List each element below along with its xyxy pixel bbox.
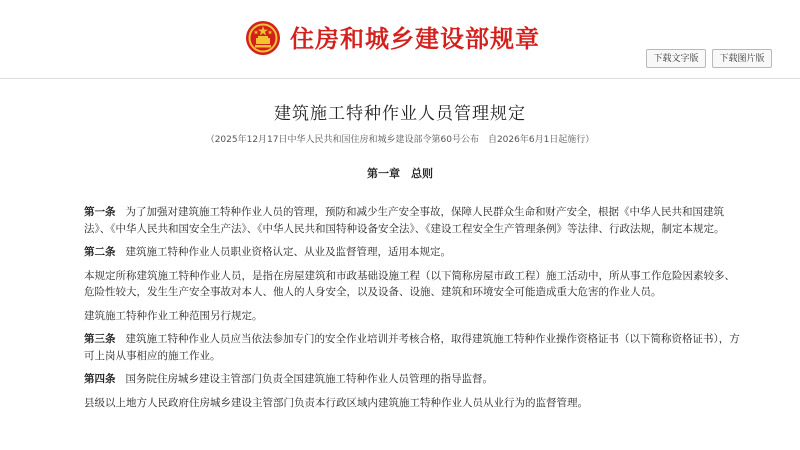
- download-text-button[interactable]: 下载文字版: [646, 49, 706, 68]
- paragraph-text: 为了加强对建筑施工特种作业人员的管理，预防和减少生产安全事故，保障人民群众生命和财产安全，根据《中华人民共和国建筑法》、《中华人民共和国安全生产法》、《中华人民共和国特种设备安全法》、《建设工程安全生产管理条例》等法律、行政法规，制定本规定。: [84, 206, 725, 235]
- article-number: 第一条: [84, 206, 116, 218]
- download-image-button[interactable]: 下载图片版: [712, 49, 772, 68]
- brand-title: 住房和城乡建设部规章: [290, 25, 540, 53]
- paragraph: [84, 371, 744, 388]
- document-body: [84, 204, 744, 418]
- paragraph-text: 建筑施工特种作业工种范围另行规定。: [84, 309, 263, 322]
- national-emblem-icon: [245, 20, 281, 56]
- paragraph: [84, 268, 744, 301]
- paragraph: [84, 331, 744, 364]
- page-header: [0, 0, 800, 80]
- paragraph-text: 国务院住房城乡建设主管部门负责全国建筑施工特种作业人员管理的指导监督。: [125, 373, 493, 385]
- paragraph: [84, 244, 744, 261]
- paragraph-text: 本规定所称建筑施工特种作业人员，是指在房屋建筑和市政基础设施工程（以下简称房屋市政工程）施工活动中，所从事工作危险因素较多、危险性较大，发生生产安全事故对本人、他人的人身安全，以及设备、设施、建筑和环境安全可能造成重大危害的作业人员。: [84, 269, 735, 298]
- paragraph: [84, 204, 744, 237]
- article-number: 第三条: [84, 333, 116, 345]
- paragraph: [84, 308, 744, 325]
- document-title: 建筑施工特种作业人员管理规定: [274, 104, 526, 124]
- paragraph-text: 建筑施工特种作业人员职业资格认定、从业及监督管理，适用本规定。: [125, 246, 451, 258]
- article-number: 第二条: [84, 246, 116, 258]
- paragraph: [84, 395, 744, 412]
- chapter-title: 第一章 总则: [367, 167, 433, 180]
- article-number: 第四条: [84, 373, 116, 385]
- header-divider: [0, 78, 800, 79]
- paragraph-text: 建筑施工特种作业人员应当依法参加专门的安全作业培训并考核合格，取得建筑施工特种作业操作资格证书（以下简称资格证书），方可上岗从事相应的施工作业。: [84, 333, 740, 362]
- document-subtitle: （2025年12月17日中华人民共和国住房和城乡建设部令第60号公布 自2026年6月1日起施行）: [205, 135, 595, 145]
- paragraph-text: 县级以上地方人民政府住房城乡建设主管部门负责本行政区域内建筑施工特种作业人员从业行为的监督管理。: [84, 396, 588, 409]
